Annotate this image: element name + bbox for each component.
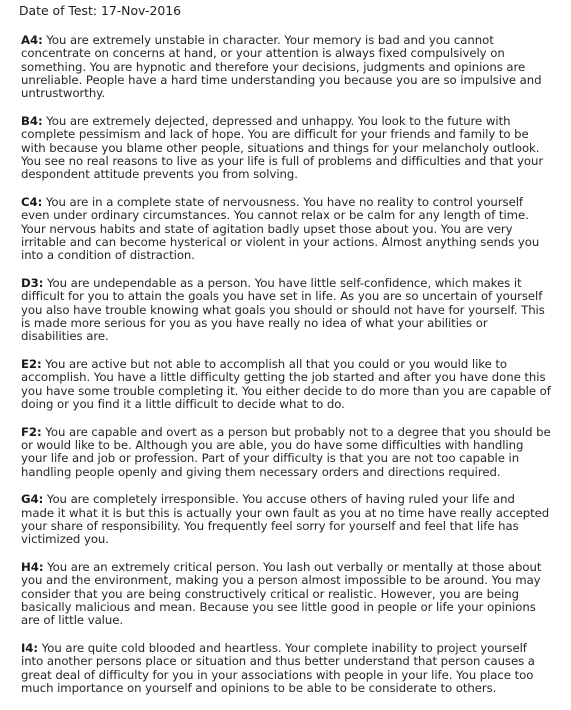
entry-text: You are an extremely critical person. You lash out verbally or mentally at those about you and the environment, making you a person almost impossible to be around. You may consider that you are being constructively critical or realistic. However, you are being basically malicious and mean. Because you see little good in people or life your opinions are of little value.: [21, 560, 542, 628]
entry-code: I4:: [21, 640, 39, 655]
assessment-entry-e2: [21, 358, 551, 411]
assessment-entry-i4: [21, 642, 551, 695]
entry-code: E2:: [21, 356, 42, 371]
entry-code: G4:: [21, 492, 44, 507]
test-date: Date of Test: 17-Nov-2016: [19, 3, 182, 18]
entry-text: You are extremely dejected, depressed and unhappy. You look to the future with complete pessimism and lack of hope. You are difficult for your friends and family to be with because you blame other people, situations and things for your melancholy outlook. You see no real reasons to live as your life is full of problems and difficulties and that your despondent attitude prevents you from solving.: [21, 113, 544, 182]
entry-text: You are completely irresponsible. You accuse others of having ruled your life and made it what it is but this is actually your own fault as you at no time have really accepted your share of responsibility. You frequently feel sorry for yourself and feel that life has victimized you.: [21, 492, 550, 547]
assessment-entry-d3: [21, 277, 551, 343]
entry-code: D3:: [21, 275, 44, 290]
entry-text: You are extremely unstable in character. Your memory is bad and you cannot concentrate on concerns at hand, or your attention is always fixed compulsively on something. You are hypnotic and therefore your decisions, judgments and opinions are unreliable. People have a hard time understanding you because you are so impulsive and untrustworthy.: [21, 33, 542, 101]
entry-code: H4:: [21, 560, 44, 574]
entry-text: You are capable and overt as a person but probably not to a degree that you should be or would like to be. Although you are able, you do have some difficulties with handling your life and job or profession. Part of your difficulty is that you are not too capable in handling people openly and giving them necessary orders and directions required.: [21, 424, 551, 479]
entry-code: C4:: [21, 194, 43, 209]
entry-code: F2:: [21, 424, 42, 439]
document-page: [21, 3, 551, 710]
assessment-entry-f2: [21, 426, 551, 479]
assessment-entry-c4: [21, 196, 551, 262]
entry-text: You are in a complete state of nervousness. You have no reality to control yourself even under ordinary circumstances. You cannot relax or be calm for any length of time. Your nervous habits and state of agitation badly upset those about you. You are very irritable and can become hysterical or violent in your actions. Almost anything sends you into a condition of distraction.: [21, 194, 540, 263]
assessment-entry-b4: [21, 115, 551, 181]
entry-text: You are active but not able to accomplish all that you could or you would like to accomplish. You have a little difficulty getting the job started and after you have done this you have some trouble completing it. You either decide to do more than you are capable of doing or you find it a little difficult to decide what to do.: [21, 356, 551, 411]
assessment-entry-h4: [21, 561, 551, 627]
entry-text: You are quite cold blooded and heartless. Your complete inability to project yourself into another persons place or situation and thus better understand that person causes a great deal of difficulty for you in your associations with people in your life. You place too much importance on yourself and opinions to be able to be considerate to others.: [21, 640, 535, 695]
entry-code: B4:: [21, 113, 43, 128]
assessment-entry-a4: [21, 34, 551, 100]
assessment-entry-g4: [21, 493, 551, 546]
entry-text: You are undependable as a person. You have little self-confidence, which makes it difficult for you to attain the goals you have set in life. As you are so uncertain of yourself you also have trouble knowing what goals you should or should not have for yourself. This is made more serious for you as you have really no idea of what your abilities or disabilities are.: [21, 275, 545, 344]
entry-code: A4:: [21, 33, 43, 47]
